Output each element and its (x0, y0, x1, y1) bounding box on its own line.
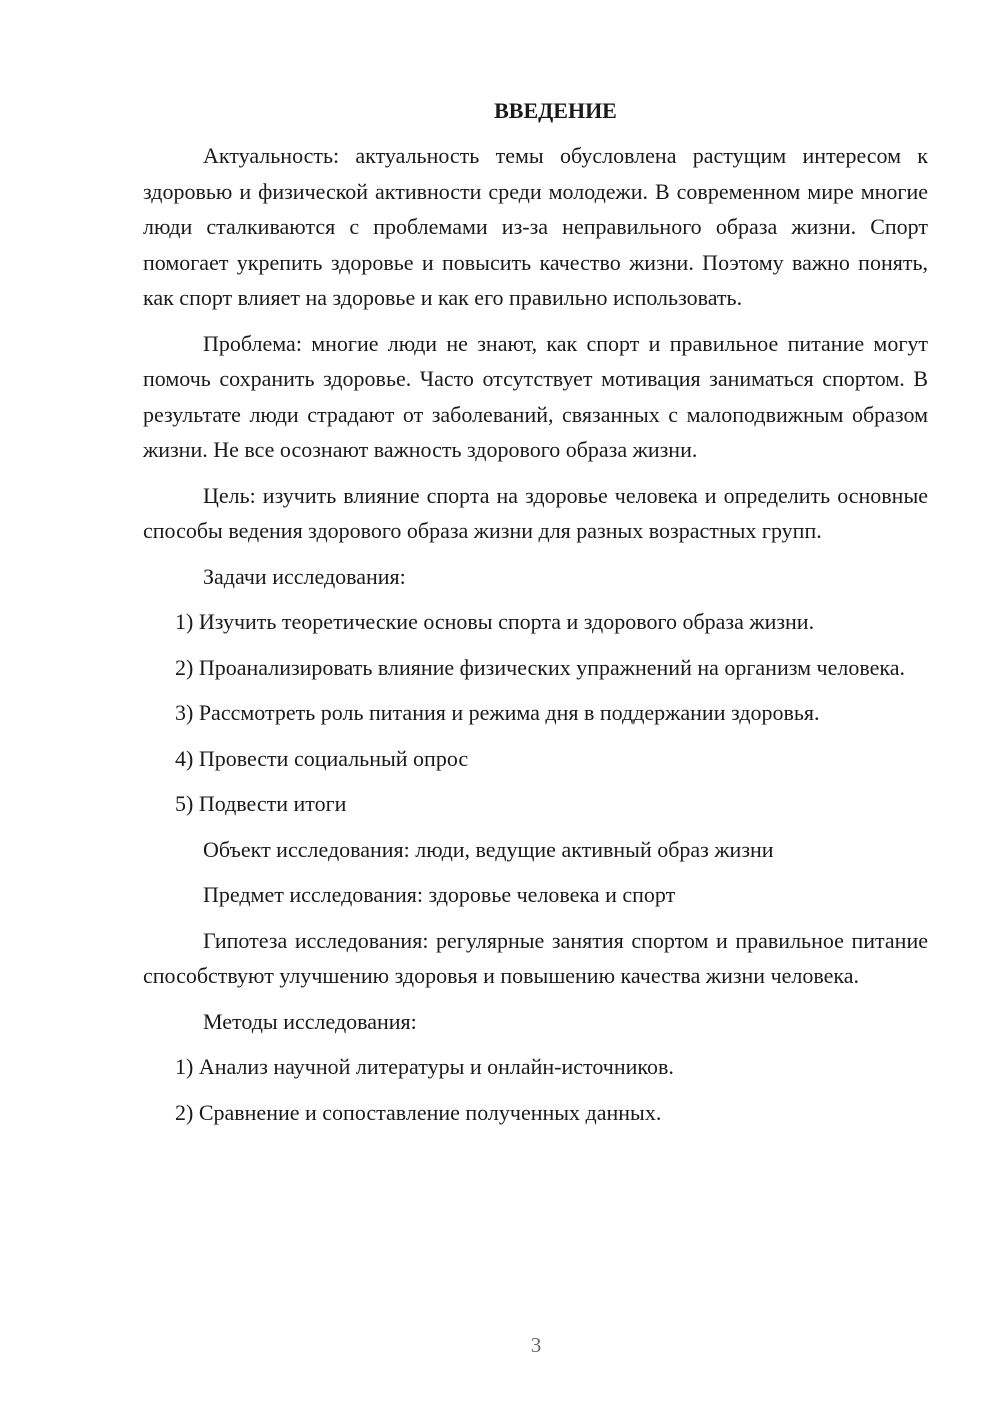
relevance-paragraph: Актуальность: актуальность темы обусловлена растущим интересом к здоровью и физической активности среди молодежи. В современном мире многие люди сталкиваются с проблемами из-за неправильного образа жизни. Спорт помогает укрепить здоровье и повысить качество жизни. Поэтому важно понять, как спорт влияет на здоровье и как его правильно использовать. (143, 143, 928, 310)
method-item-1: 1) Анализ научной литературы и онлайн-источников. (175, 1054, 674, 1079)
problem-paragraph: Проблема: многие люди не знают, как спорт и правильное питание могут помочь сохранить здоровье. Часто отсутствует мотивация заниматься спортом. В результате люди страдают от заболеваний, связанных с малоподвижным образом жизни. Не все осознают важность здорового образа жизни. (143, 330, 928, 462)
research-subject: Предмет исследования: здоровье человека и спорт (203, 882, 676, 907)
methods-heading: Методы исследования: (203, 1008, 417, 1034)
task-item-4: 4) Провести социальный опрос (175, 745, 469, 771)
goal-paragraph: Цель: изучить влияние спорта на здоровье человека и определить основные способы ведения здорового образа жизни для разных возрастных групп. (143, 482, 928, 543)
hypothesis-paragraph: Гипотеза исследования: регулярные занятия спортом и правильное питание способствуют улучшению здоровья и повышению качества жизни человека. (143, 927, 928, 988)
research-object: Объект исследования: люди, ведущие активный образ жизни (203, 836, 774, 862)
task-item-2: 2) Проанализировать влияние физических упражнений на организм человека. (175, 654, 905, 680)
task-item-1: 1) Изучить теоретические основы спорта и здорового образа жизни. (175, 609, 815, 634)
page-title: ВВЕДЕНИЕ (494, 98, 617, 123)
task-item-5: 5) Подвести итоги (175, 791, 347, 816)
method-item-2: 2) Сравнение и сопоставление полученных данных. (175, 1099, 662, 1125)
tasks-heading: Задачи исследования: (203, 563, 406, 589)
page-number: 3 (530, 1333, 542, 1357)
document-body (143, 96, 928, 1140)
task-item-3: 3) Рассмотреть роль питания и режима дня в поддержании здоровья. (175, 700, 820, 725)
